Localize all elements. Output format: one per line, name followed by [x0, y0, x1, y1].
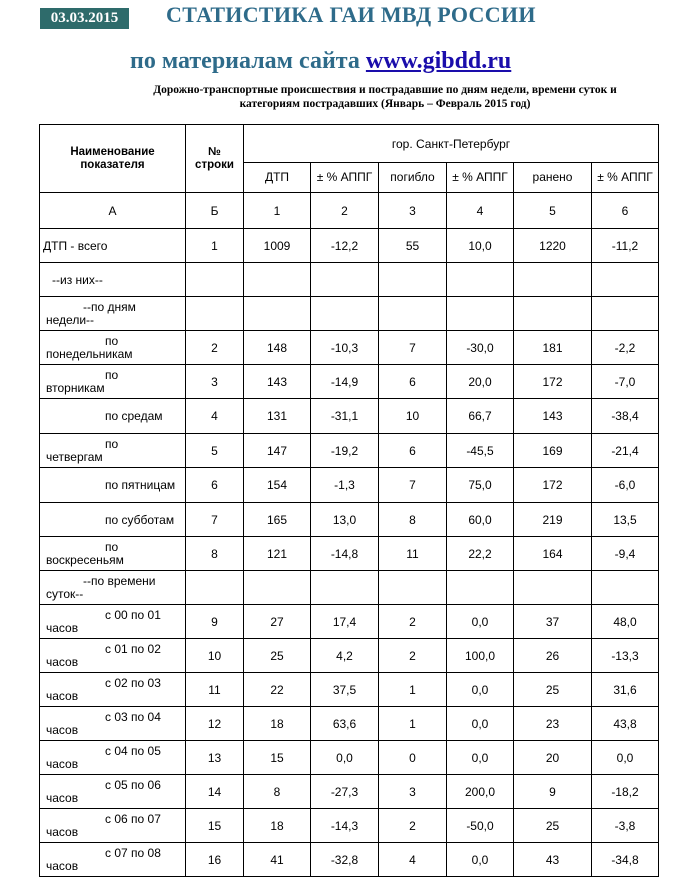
value-cell: 10,0 — [447, 229, 514, 263]
column-header-1: ДТП — [244, 163, 311, 193]
value-cell — [244, 571, 311, 605]
table-row — [40, 434, 659, 468]
row-label-cell — [40, 809, 186, 843]
value-cell: 23 — [514, 707, 592, 741]
column-index-2: 1 — [244, 193, 311, 229]
value-cell: 200,0 — [447, 775, 514, 809]
row-label-line2: часов — [46, 654, 79, 669]
row-label-line2: вторникам — [46, 380, 105, 395]
value-cell: -32,8 — [311, 843, 379, 877]
value-cell: 15 — [244, 741, 311, 775]
row-number-cell: 8 — [186, 537, 244, 571]
row-label-cell — [40, 468, 186, 503]
value-cell: 18 — [244, 707, 311, 741]
row-number-cell: 10 — [186, 639, 244, 673]
value-cell: -10,3 — [311, 331, 379, 365]
row-number-cell: 4 — [186, 399, 244, 434]
row-label-text: по средам — [105, 409, 163, 423]
row-label-line2: часов — [46, 620, 79, 635]
value-cell — [514, 263, 592, 297]
page-title: СТАТИСТИКА ГАИ МВД РОССИИ — [166, 2, 536, 27]
value-cell: 164 — [514, 537, 592, 571]
row-label-text: по пятницам — [105, 478, 176, 492]
value-cell: -1,3 — [311, 468, 379, 503]
row-label-cell — [40, 503, 186, 537]
value-cell: -9,4 — [592, 537, 659, 571]
value-cell: -50,0 — [447, 809, 514, 843]
row-number-cell: 11 — [186, 673, 244, 707]
stats-table — [39, 124, 659, 877]
value-cell: 0,0 — [447, 673, 514, 707]
value-cell: 1 — [379, 673, 447, 707]
value-cell: 6 — [379, 365, 447, 399]
value-cell: 8 — [379, 503, 447, 537]
row-label-line2: часов — [46, 688, 79, 703]
value-cell: 22,2 — [447, 537, 514, 571]
value-cell: 169 — [514, 434, 592, 468]
table-row — [40, 229, 659, 263]
value-cell: 147 — [244, 434, 311, 468]
value-cell: 154 — [244, 468, 311, 503]
value-cell: 1 — [379, 707, 447, 741]
header-name-cell: Наименование показателя — [40, 125, 186, 193]
value-cell — [592, 297, 659, 331]
value-cell: -27,3 — [311, 775, 379, 809]
value-cell: 43,8 — [592, 707, 659, 741]
row-label-line1: с 06 по 07 — [105, 811, 161, 826]
value-cell — [244, 263, 311, 297]
value-cell — [514, 297, 592, 331]
value-cell: 0,0 — [592, 741, 659, 775]
column-index-4: 3 — [379, 193, 447, 229]
value-cell: 219 — [514, 503, 592, 537]
value-cell: 43 — [514, 843, 592, 877]
value-cell: 60,0 — [447, 503, 514, 537]
value-cell: 0 — [379, 741, 447, 775]
header-row-number-cell: № строки — [186, 125, 244, 193]
value-cell: 75,0 — [447, 468, 514, 503]
row-number-cell: 12 — [186, 707, 244, 741]
value-cell — [514, 571, 592, 605]
value-cell: -14,9 — [311, 365, 379, 399]
column-header-2: ± % АППГ — [311, 163, 379, 193]
value-cell: 1220 — [514, 229, 592, 263]
value-cell — [592, 571, 659, 605]
value-cell: 100,0 — [447, 639, 514, 673]
value-cell: 22 — [244, 673, 311, 707]
value-cell: 7 — [379, 468, 447, 503]
value-cell — [592, 263, 659, 297]
table-row — [40, 741, 659, 775]
row-label-line1: по — [105, 367, 119, 382]
table-row — [40, 673, 659, 707]
row-label-text: --из них-- — [52, 272, 103, 287]
value-cell: 17,4 — [311, 605, 379, 639]
column-header-5: ранено — [514, 163, 592, 193]
value-cell: 13,0 — [311, 503, 379, 537]
row-label-cell — [40, 707, 186, 741]
subtitle-prefix: по материалам сайта — [130, 48, 360, 74]
column-header-3: погибло — [379, 163, 447, 193]
table-row — [40, 537, 659, 571]
row-number-cell: 5 — [186, 434, 244, 468]
table-row — [40, 639, 659, 673]
value-cell: 13,5 — [592, 503, 659, 537]
column-index-5: 4 — [447, 193, 514, 229]
row-label-cell — [40, 297, 186, 331]
value-cell: -31,1 — [311, 399, 379, 434]
site-link[interactable]: www.gibdd.ru — [365, 48, 512, 74]
row-number-cell: 9 — [186, 605, 244, 639]
table-row — [40, 468, 659, 503]
header-region-cell: гор. Санкт-Петербург — [244, 125, 659, 163]
value-cell: 27 — [244, 605, 311, 639]
row-number-cell: 13 — [186, 741, 244, 775]
row-label-line2: часов — [46, 722, 79, 737]
value-cell — [311, 571, 379, 605]
value-cell: -14,8 — [311, 537, 379, 571]
value-cell: -38,4 — [592, 399, 659, 434]
value-cell: -18,2 — [592, 775, 659, 809]
value-cell — [311, 297, 379, 331]
value-cell — [447, 297, 514, 331]
value-cell: -34,8 — [592, 843, 659, 877]
value-cell: 0,0 — [447, 843, 514, 877]
value-cell: 143 — [244, 365, 311, 399]
value-cell: 4,2 — [311, 639, 379, 673]
table-row — [40, 365, 659, 399]
value-cell — [447, 263, 514, 297]
value-cell: 41 — [244, 843, 311, 877]
column-header-6: ± % АППГ — [592, 163, 659, 193]
value-cell: 11 — [379, 537, 447, 571]
value-cell: 2 — [379, 809, 447, 843]
row-label-line2: часов — [46, 756, 79, 771]
value-cell: 48,0 — [592, 605, 659, 639]
value-cell: 143 — [514, 399, 592, 434]
value-cell: 148 — [244, 331, 311, 365]
row-label-line2: понедельникам — [46, 346, 133, 361]
value-cell: 25 — [514, 673, 592, 707]
table-row — [40, 707, 659, 741]
row-number-cell: 16 — [186, 843, 244, 877]
row-label-cell — [40, 741, 186, 775]
row-label-cell — [40, 331, 186, 365]
row-label-line2: суток-- — [46, 586, 84, 601]
value-cell: 4 — [379, 843, 447, 877]
value-cell — [379, 571, 447, 605]
row-number-cell — [186, 297, 244, 331]
value-cell: 25 — [244, 639, 311, 673]
table-row — [40, 775, 659, 809]
row-label-line2: четвергам — [46, 449, 103, 464]
table-row — [40, 809, 659, 843]
value-cell: 31,6 — [592, 673, 659, 707]
value-cell: 0,0 — [447, 707, 514, 741]
row-label-line1: --по дням — [83, 299, 136, 314]
row-label-cell — [40, 537, 186, 571]
value-cell: -6,0 — [592, 468, 659, 503]
row-label-line1: с 02 по 03 — [105, 675, 161, 690]
row-number-cell — [186, 571, 244, 605]
value-cell: 63,6 — [311, 707, 379, 741]
table-row — [40, 571, 659, 605]
row-number-cell: 14 — [186, 775, 244, 809]
row-label-cell — [40, 775, 186, 809]
value-cell: 1009 — [244, 229, 311, 263]
value-cell: -13,3 — [592, 639, 659, 673]
table-row — [40, 399, 659, 434]
row-label-line1: с 00 по 01 — [105, 607, 161, 622]
row-label-line1: --по времени — [83, 573, 156, 588]
value-cell — [379, 263, 447, 297]
row-label-cell — [40, 229, 186, 263]
row-label-cell — [40, 365, 186, 399]
value-cell: 26 — [514, 639, 592, 673]
column-index-6: 5 — [514, 193, 592, 229]
value-cell: -3,8 — [592, 809, 659, 843]
table-row — [40, 605, 659, 639]
row-label-line1: по — [105, 436, 119, 451]
value-cell: 37 — [514, 605, 592, 639]
value-cell: 8 — [244, 775, 311, 809]
value-cell: 0,0 — [447, 741, 514, 775]
value-cell: -30,0 — [447, 331, 514, 365]
value-cell: -14,3 — [311, 809, 379, 843]
row-label-cell — [40, 639, 186, 673]
value-cell: 6 — [379, 434, 447, 468]
value-cell: 0,0 — [311, 741, 379, 775]
value-cell: 131 — [244, 399, 311, 434]
date-badge: 03.03.2015 — [40, 8, 129, 29]
value-cell: 18 — [244, 809, 311, 843]
value-cell: -11,2 — [592, 229, 659, 263]
value-cell — [379, 297, 447, 331]
row-label-line1: с 05 по 06 — [105, 777, 161, 792]
value-cell: 7 — [379, 331, 447, 365]
table-row — [40, 331, 659, 365]
value-cell: -7,0 — [592, 365, 659, 399]
row-label-line1: по — [105, 539, 119, 554]
row-label-line1: с 07 по 08 — [105, 845, 161, 860]
row-label-text: по субботам — [105, 512, 175, 527]
value-cell: 66,7 — [447, 399, 514, 434]
value-cell: 37,5 — [311, 673, 379, 707]
value-cell: 20,0 — [447, 365, 514, 399]
table-row — [40, 297, 659, 331]
row-label-cell — [40, 843, 186, 877]
row-label-cell — [40, 434, 186, 468]
row-label-line2: часов — [46, 858, 79, 873]
row-label-cell — [40, 605, 186, 639]
row-label-cell — [40, 399, 186, 434]
row-label-line2: часов — [46, 824, 79, 839]
row-label-line1: с 01 по 02 — [105, 641, 161, 656]
row-number-cell: 7 — [186, 503, 244, 537]
row-label-cell — [40, 571, 186, 605]
value-cell: 2 — [379, 605, 447, 639]
column-index-3: 2 — [311, 193, 379, 229]
row-number-cell: 6 — [186, 468, 244, 503]
value-cell: -2,2 — [592, 331, 659, 365]
row-number-cell — [186, 263, 244, 297]
row-label-text: ДТП - всего — [43, 238, 108, 253]
value-cell: -19,2 — [311, 434, 379, 468]
value-cell: 3 — [379, 775, 447, 809]
row-label-line2: недели-- — [46, 312, 95, 327]
page-subtitle — [130, 48, 511, 75]
row-number-cell: 15 — [186, 809, 244, 843]
table-caption: Дорожно-транспортные происшествия и пострадавшие по дням недели, времени суток и категориям пострадавших (Январь – Февраль 2015 год) — [153, 84, 617, 110]
column-index-0: А — [40, 193, 186, 229]
value-cell: 9 — [514, 775, 592, 809]
value-cell: 25 — [514, 809, 592, 843]
row-number-cell: 1 — [186, 229, 244, 263]
value-cell: 121 — [244, 537, 311, 571]
column-header-4: ± % АППГ — [447, 163, 514, 193]
value-cell: 2 — [379, 639, 447, 673]
row-label-line1: по — [105, 333, 119, 348]
value-cell: 0,0 — [447, 605, 514, 639]
value-cell: 55 — [379, 229, 447, 263]
table-row — [40, 843, 659, 877]
column-index-1: Б — [186, 193, 244, 229]
column-index-7: 6 — [592, 193, 659, 229]
value-cell: -12,2 — [311, 229, 379, 263]
value-cell: -45,5 — [447, 434, 514, 468]
row-label-cell — [40, 263, 186, 297]
value-cell: 172 — [514, 365, 592, 399]
value-cell: 10 — [379, 399, 447, 434]
table-row — [40, 263, 659, 297]
row-label-line2: воскресеньям — [46, 552, 124, 567]
row-label-line2: часов — [46, 790, 79, 805]
value-cell — [447, 571, 514, 605]
value-cell — [244, 297, 311, 331]
row-label-cell — [40, 673, 186, 707]
row-number-cell: 2 — [186, 331, 244, 365]
value-cell: 20 — [514, 741, 592, 775]
table-row — [40, 503, 659, 537]
row-label-line1: с 04 по 05 — [105, 743, 161, 758]
value-cell: 181 — [514, 331, 592, 365]
value-cell — [311, 263, 379, 297]
row-number-cell: 3 — [186, 365, 244, 399]
value-cell: 172 — [514, 468, 592, 503]
value-cell: -21,4 — [592, 434, 659, 468]
value-cell: 165 — [244, 503, 311, 537]
row-label-line1: с 03 по 04 — [105, 709, 161, 724]
